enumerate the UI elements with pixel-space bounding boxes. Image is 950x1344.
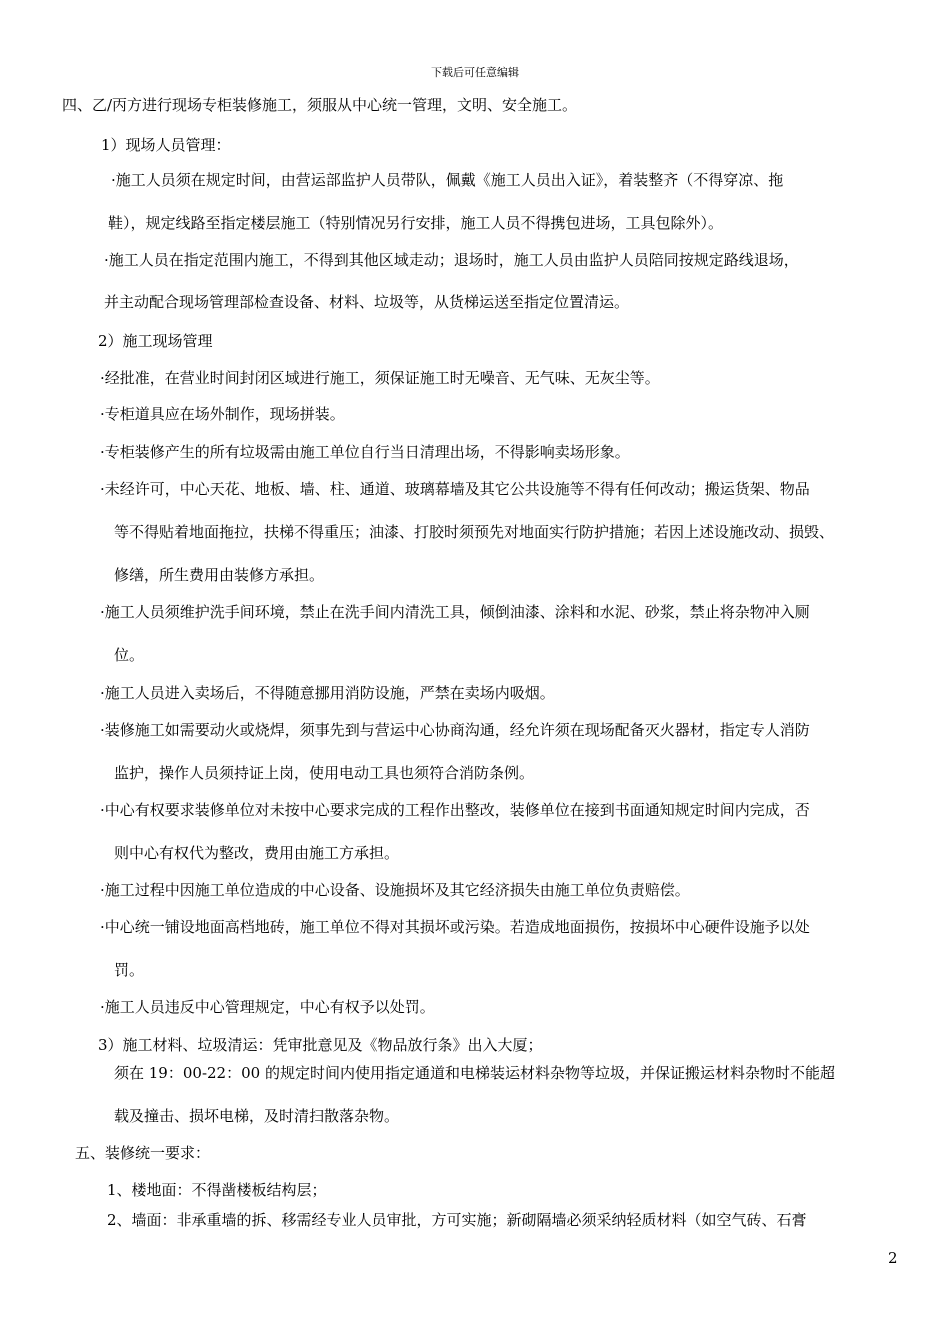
bullet-line: ·施工人员须在规定时间，由营运部监护人员带队，佩戴《施工人员出入证》，着装整齐（不得穿凉、拖 (111, 171, 784, 189)
bullet-line: ·经批准，在营业时间封闭区域进行施工，须保证施工时无噪音、无气味、无灰尘等。 (100, 369, 660, 387)
subsection-heading: 2）施工现场管理 (98, 332, 213, 350)
list-item: 2、墙面：非承重墙的拆、移需经专业人员审批，方可实施；新砌隔墙必须采纳轻质材料（如空气砖、石膏 (107, 1211, 807, 1229)
bullet-continuation: 则中心有权代为整改，费用由施工方承担。 (114, 844, 400, 862)
section-heading: 四、乙/丙方进行现场专柜装修施工，须服从中心统一管理，文明、安全施工。 (62, 96, 578, 114)
list-item: 1、楼地面：不得凿楼板结构层； (107, 1181, 327, 1199)
page-header: 下载后可任意编辑 (431, 66, 519, 79)
subsection-heading: 3）施工材料、垃圾清运：凭审批意见及《物品放行条》出入大厦； (98, 1036, 543, 1054)
bullet-line: ·施工人员在指定范围内施工，不得到其他区域走动；退场时，施工人员由监护人员陪同按规定路线退场， (104, 251, 799, 269)
subsection-heading: 1）现场人员管理： (101, 136, 231, 154)
bullet-line: ·施工人员须维护洗手间环境，禁止在洗手间内清洗工具，倾倒油漆、涂料和水泥、砂浆，禁止将杂物冲入厕 (100, 603, 810, 621)
bullet-line: ·装修施工如需要动火或烧焊，须事先到与营运中心协商沟通，经允许须在现场配备灭火器材，指定专人消防 (100, 721, 810, 739)
bullet-line: ·专柜装修产生的所有垃圾需由施工单位自行当日清理出场，不得影响卖场形象。 (100, 443, 630, 461)
bullet-continuation: 修缮，所生费用由装修方承担。 (114, 566, 325, 584)
page-number: 2 (888, 1249, 898, 1267)
bullet-line: ·施工人员进入卖场后，不得随意挪用消防设施，严禁在卖场内吸烟。 (100, 684, 555, 702)
bullet-line: ·专柜道具应在场外制作，现场拼装。 (100, 405, 345, 423)
bullet-continuation: 位。 (114, 646, 145, 664)
bullet-continuation: 罚。 (114, 961, 145, 979)
bullet-continuation: 并主动配合现场管理部检查设备、材料、垃圾等，从货梯运送至指定位置清运。 (104, 293, 630, 311)
paragraph-line: 载及撞击、损坏电梯，及时清扫散落杂物。 (114, 1107, 400, 1125)
bullet-continuation: 鞋），规定线路至指定楼层施工（特别情况另行安排，施工人员不得携包进场，工具包除外）。 (108, 214, 724, 232)
paragraph-line: 须在 19：00-22：00 的规定时间内使用指定通道和电梯装运材料杂物等垃圾，并保证搬运材料杂物时不能超 (114, 1064, 835, 1082)
bullet-line: ·中心统一铺设地面高档地砖，施工单位不得对其损坏或污染。若造成地面损伤，按损坏中心硬件设施予以处 (100, 918, 810, 936)
bullet-line: ·未经许可，中心天花、地板、墙、柱、通道、玻璃幕墙及其它公共设施等不得有任何改动；搬运货架、物品 (100, 480, 810, 498)
section-heading: 五、装修统一要求： (75, 1144, 211, 1162)
bullet-continuation: 监护，操作人员须持证上岗，使用电动工具也须符合消防条例。 (114, 764, 535, 782)
bullet-line: ·中心有权要求装修单位对未按中心要求完成的工程作出整改，装修单位在接到书面通知规定时间内完成，否 (100, 801, 810, 819)
bullet-line: ·施工过程中因施工单位造成的中心设备、设施损坏及其它经济损失由施工单位负责赔偿。 (100, 881, 690, 899)
bullet-continuation: 等不得贴着地面拖拉，扶梯不得重压；油漆、打胶时须预先对地面实行防护措施；若因上述设施改动、损毁、 (114, 523, 835, 541)
bullet-line: ·施工人员违反中心管理规定，中心有权予以处罚。 (100, 998, 435, 1016)
